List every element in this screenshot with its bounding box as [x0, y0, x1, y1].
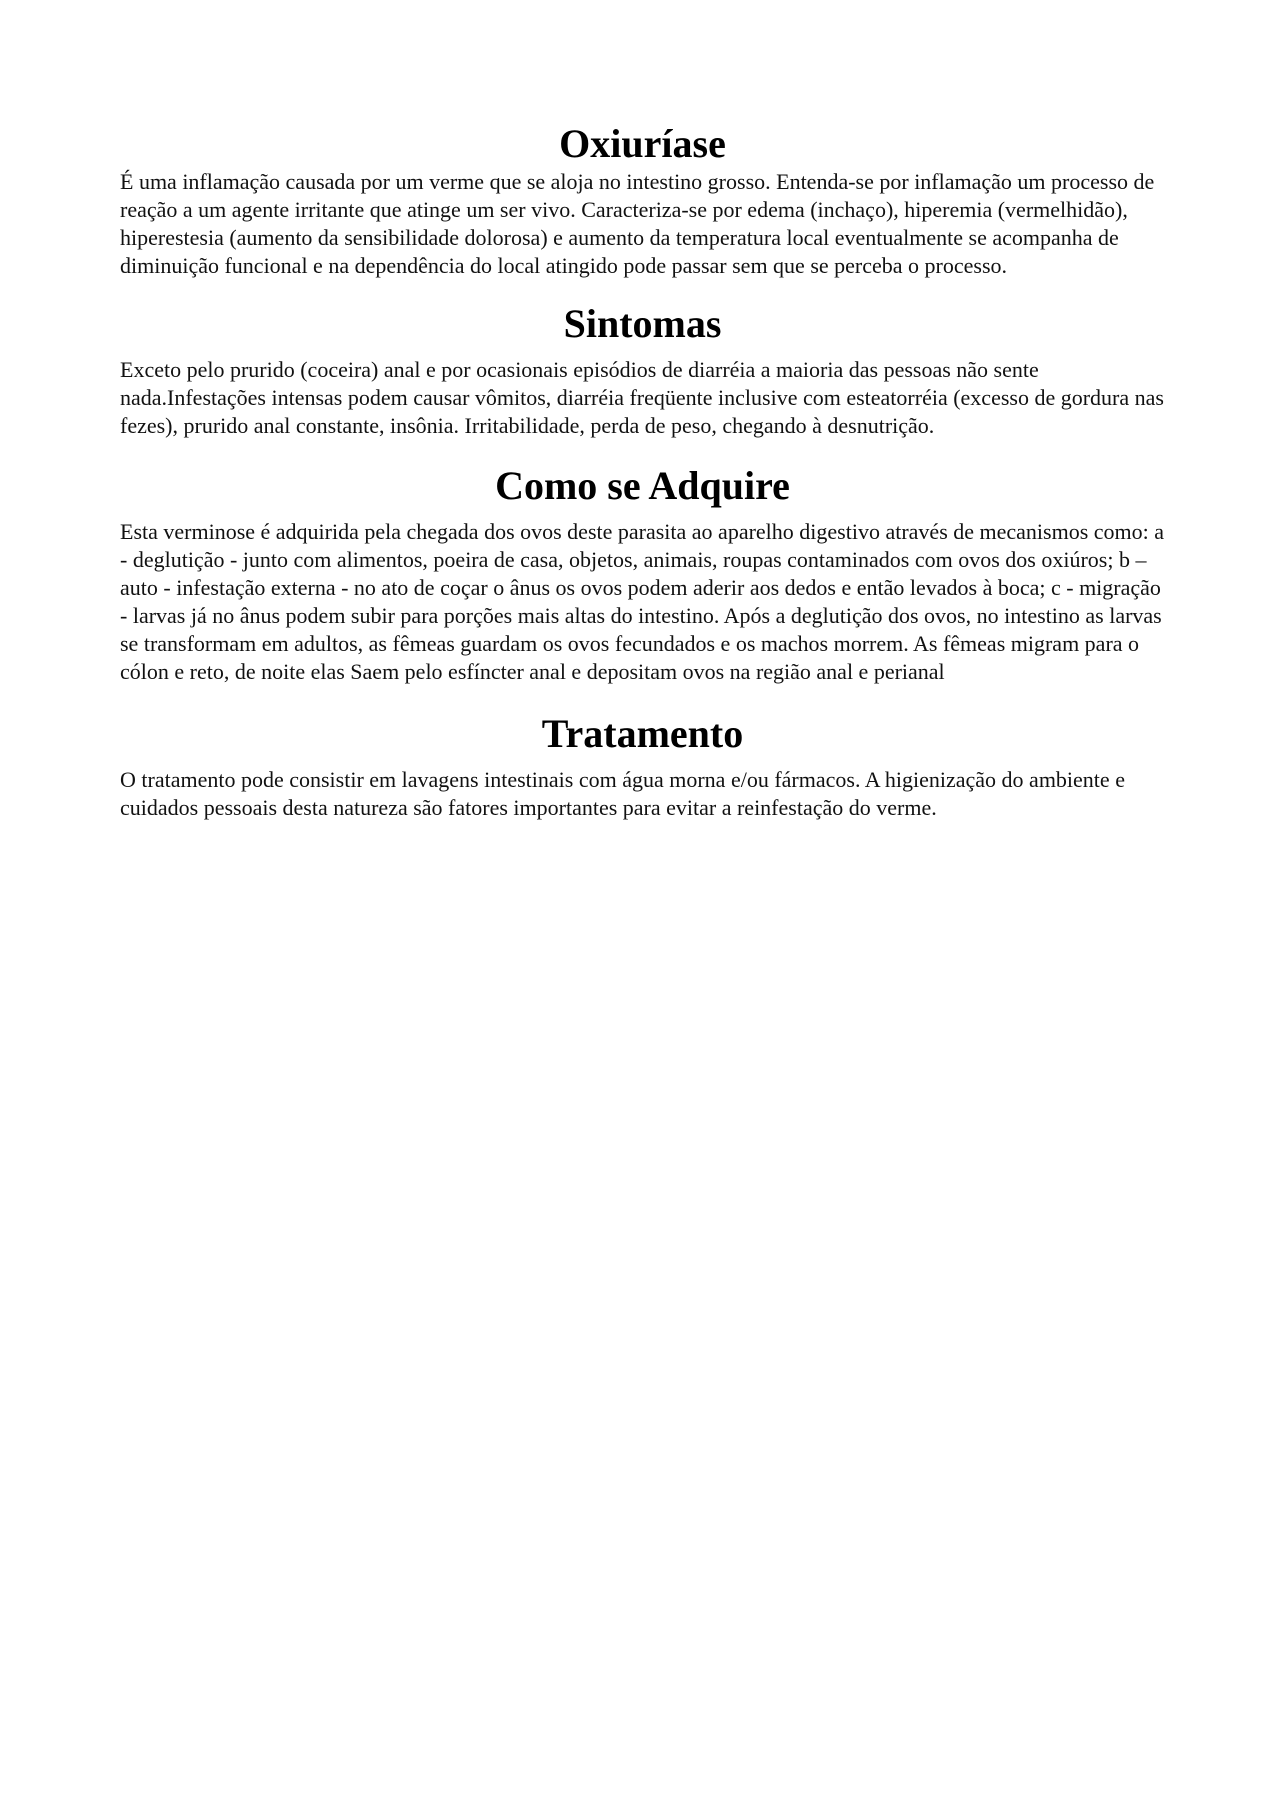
section-heading: Como se Adquire [495, 463, 790, 508]
section-paragraph: Esta verminose é adquirida pela chegada dos ovos deste parasita ao aparelho digestivo através de mecanismos como: a - deglutição - junto com alimentos, poeira de casa, objetos, animais, roupas contaminados com ovos dos oxiúros; b – auto - infestação externa - no ato de coçar o ânus os ovos podem aderir aos dedos e então levados à boca; c - migração - larvas já no ânus podem subir para porções mais altas do intestino. Após a deglutição dos ovos, no intestino as larvas se transformam em adultos, as fêmeas guardam os ovos fecundados e os machos morrem. As fêmeas migram para o cólon e reto, de noite elas Saem pelo esfíncter anal e depositam ovos na região anal e perianal [120, 519, 1165, 684]
section-paragraph: O tratamento pode consistir em lavagens intestinais com água morna e/ou fármacos. A higienização do ambiente e cuidados pessoais desta natureza são fatores importantes para evitar a reinfestação do verme. [120, 767, 1125, 820]
section-heading: Tratamento [541, 711, 744, 756]
document-page [120, 118, 1165, 822]
section-heading: Sintomas [563, 301, 722, 346]
section-oxiuriase [120, 118, 1165, 280]
section-sintomas [120, 298, 1165, 440]
section-heading: Oxiuríase [559, 121, 726, 166]
section-tratamento [120, 708, 1165, 822]
section-como-se-adquire [120, 460, 1165, 686]
section-paragraph: É uma inflamação causada por um verme que se aloja no intestino grosso. Entenda-se por inflamação um processo de reação a um agente irritante que atinge um ser vivo. Caracteriza-se por edema (inchaço), hiperemia (vermelhidão), hiperestesia (aumento da sensibilidade dolorosa) e aumento da temperatura local eventualmente se acompanha de diminuição funcional e na dependência do local atingido pode passar sem que se perceba o processo. [120, 169, 1155, 278]
section-paragraph: Exceto pelo prurido (coceira) anal e por ocasionais episódios de diarréia a maioria das pessoas não sente nada.Infestações intensas podem causar vômitos, diarréia freqüente inclusive com esteatorréia (excesso de gordura nas fezes), prurido anal constante, insônia. Irritabilidade, perda de peso, chegando à desnutrição. [120, 357, 1164, 438]
